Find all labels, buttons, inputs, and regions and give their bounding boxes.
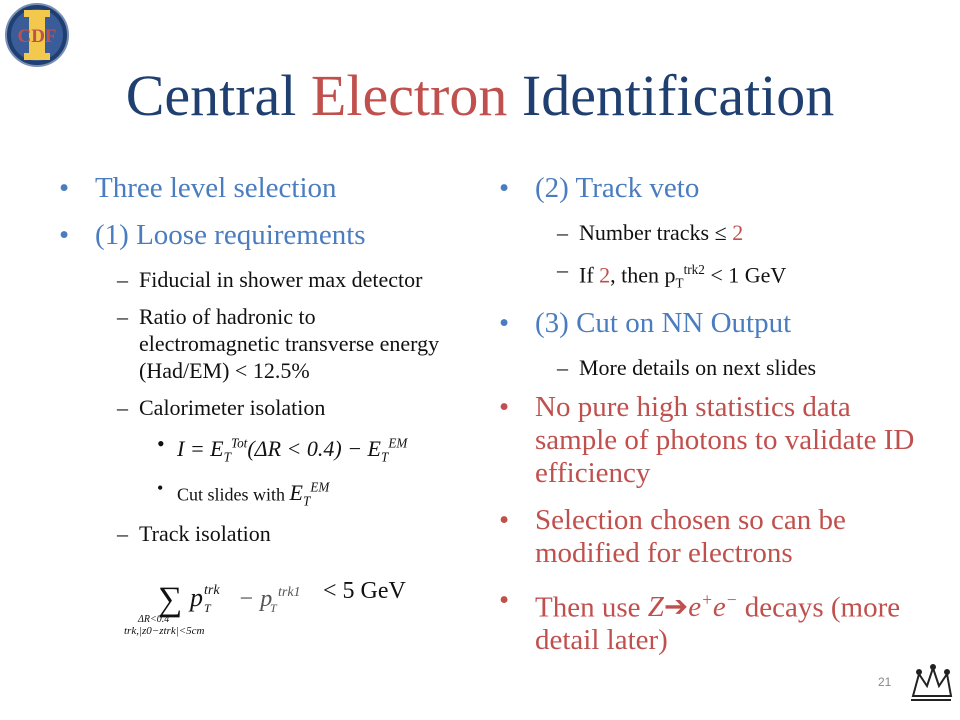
page-number: 21	[878, 675, 892, 689]
if-value: 2	[599, 262, 611, 288]
bullet-loose-requirements: • (1) Loose requirements	[55, 219, 460, 252]
sub-number-tracks	[495, 219, 935, 246]
bullet-no-pure-sample: • No pure high statistics data sample of photons to validate ID efficiency	[495, 391, 935, 490]
bullet-track-veto: • (2) Track veto	[495, 172, 935, 205]
cut-slides-label: Cut slides with	[177, 484, 286, 505]
right-column	[495, 172, 935, 671]
if-text: If	[579, 262, 594, 288]
title-word-electron: Electron	[310, 63, 508, 128]
title-word-identification: Identification	[521, 63, 835, 128]
slide-title	[0, 58, 960, 134]
bullet-selection-chosen: • Selection chosen so can be modified for electrons	[495, 504, 935, 570]
bullet-nn-output: • (3) Cut on NN Output	[495, 307, 935, 340]
sum-symbol	[120, 572, 460, 642]
svg-text:trk: trk	[204, 583, 220, 598]
sub-fiducial: – Fiducial in shower max detector	[55, 266, 460, 293]
svg-text:∑: ∑	[158, 581, 183, 618]
sub-had-em-ratio: – Ratio of hadronic to electromagnetic transverse energy (Had/EM) < 12.5%	[55, 303, 460, 384]
crown-icon	[905, 662, 955, 704]
track-isolation-formula	[120, 572, 460, 642]
title-word-central: Central	[125, 63, 297, 128]
et-em-symbol: $E_T^{EM}$	[289, 479, 330, 509]
then-text: , then p	[610, 262, 676, 288]
bullet-three-level: • Three level selection	[55, 172, 460, 205]
isolation-formula: $I = E_T^{Tot}(\Delta R < 0.4) - E_T^{EM}$	[177, 436, 408, 465]
svg-text:p: p	[190, 583, 203, 612]
svg-text:trk,|z0−ztrk|<5cm: trk,|z0−ztrk|<5cm	[124, 625, 205, 637]
logo-text: CDF	[17, 26, 57, 47]
number-tracks-value: 2	[732, 220, 744, 245]
sub-if-two: – If 2, then $p_T^{trk2} < 1$ GeV	[495, 256, 935, 297]
svg-text:trk1: trk1	[278, 585, 301, 600]
svg-text:T: T	[204, 601, 211, 615]
cut-slides	[55, 477, 460, 513]
sub-track-isolation: – Track isolation	[55, 520, 460, 547]
svg-text:ΔR<0.4: ΔR<0.4	[138, 614, 170, 625]
bullet-then-use	[495, 584, 935, 658]
track-iso-threshold: < 5 GeV	[323, 578, 406, 604]
isolation-equation	[55, 431, 460, 471]
then-use-text: Then use	[535, 591, 641, 624]
sub-more-details: – More details on next slides	[495, 354, 935, 381]
svg-text:− p: − p	[238, 586, 273, 612]
number-tracks-text: Number tracks ≤	[579, 220, 727, 245]
decays-text: decays (more detail later)	[535, 591, 901, 657]
left-column	[55, 172, 460, 557]
z-decay-formula: Z➔e+e−	[647, 589, 738, 624]
svg-text:T: T	[270, 601, 277, 615]
sub-calorimeter-isolation: – Calorimeter isolation	[55, 394, 460, 421]
pt-threshold: < 1 GeV	[710, 262, 787, 288]
